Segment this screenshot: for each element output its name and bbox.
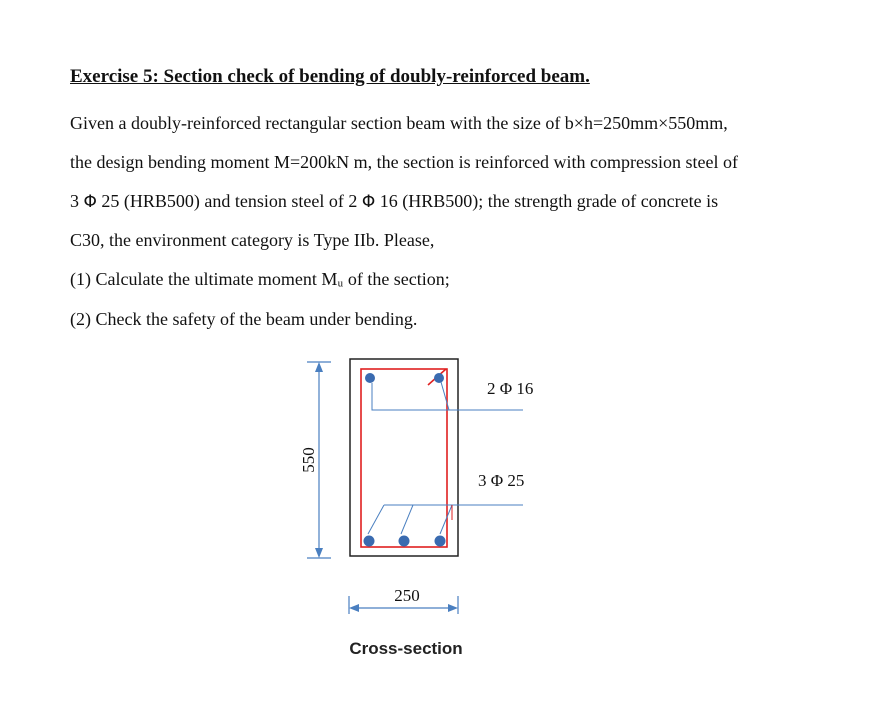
tension-steel-text: 16 (HRB500); the strength grade of concrete is (375, 191, 719, 211)
compression-bar-count: 3 (70, 191, 79, 211)
bottom-bars-leader-branch (401, 505, 413, 534)
height-label: 550 (299, 447, 318, 473)
problem-line-4: C30, the environment category is Type IIb. Please, (70, 230, 435, 250)
compression-steel-text: 25 (HRB500) and tension steel of 2 (96, 191, 358, 211)
rebar-symbol-icon: Φ (361, 192, 376, 212)
problem-line-1: Given a doubly-reinforced rectangular section beam with the size of b×h=250mm×550mm, (70, 113, 728, 133)
question-1: (1) Calculate the ultimate moment Mᵤ of the section; (70, 269, 450, 289)
stirrup (361, 369, 447, 547)
figure-caption: Cross-section (349, 639, 463, 658)
bottom-bars-leader-branch (440, 505, 452, 534)
bottom-rebar (399, 536, 410, 547)
bottom-bars-leader-branch (368, 505, 384, 534)
problem-line-2: the design bending moment M=200kN m, the section is reinforced with compression steel of (70, 152, 739, 172)
width-label: 250 (394, 586, 420, 605)
rebar-symbol-icon: Φ (83, 192, 97, 212)
question-2: (2) Check the safety of the beam under bending. (70, 309, 418, 329)
bottom-rebar (435, 536, 446, 547)
top-bars-label: 2 Φ 16 (487, 379, 534, 398)
bottom-rebar (364, 536, 375, 547)
bottom-bars-label: 3 Φ 25 (478, 471, 525, 490)
exercise-title: Exercise 5: Section check of bending of doubly-reinforced beam. (70, 66, 590, 87)
top-rebar (365, 373, 375, 383)
top-rebar (434, 373, 444, 383)
